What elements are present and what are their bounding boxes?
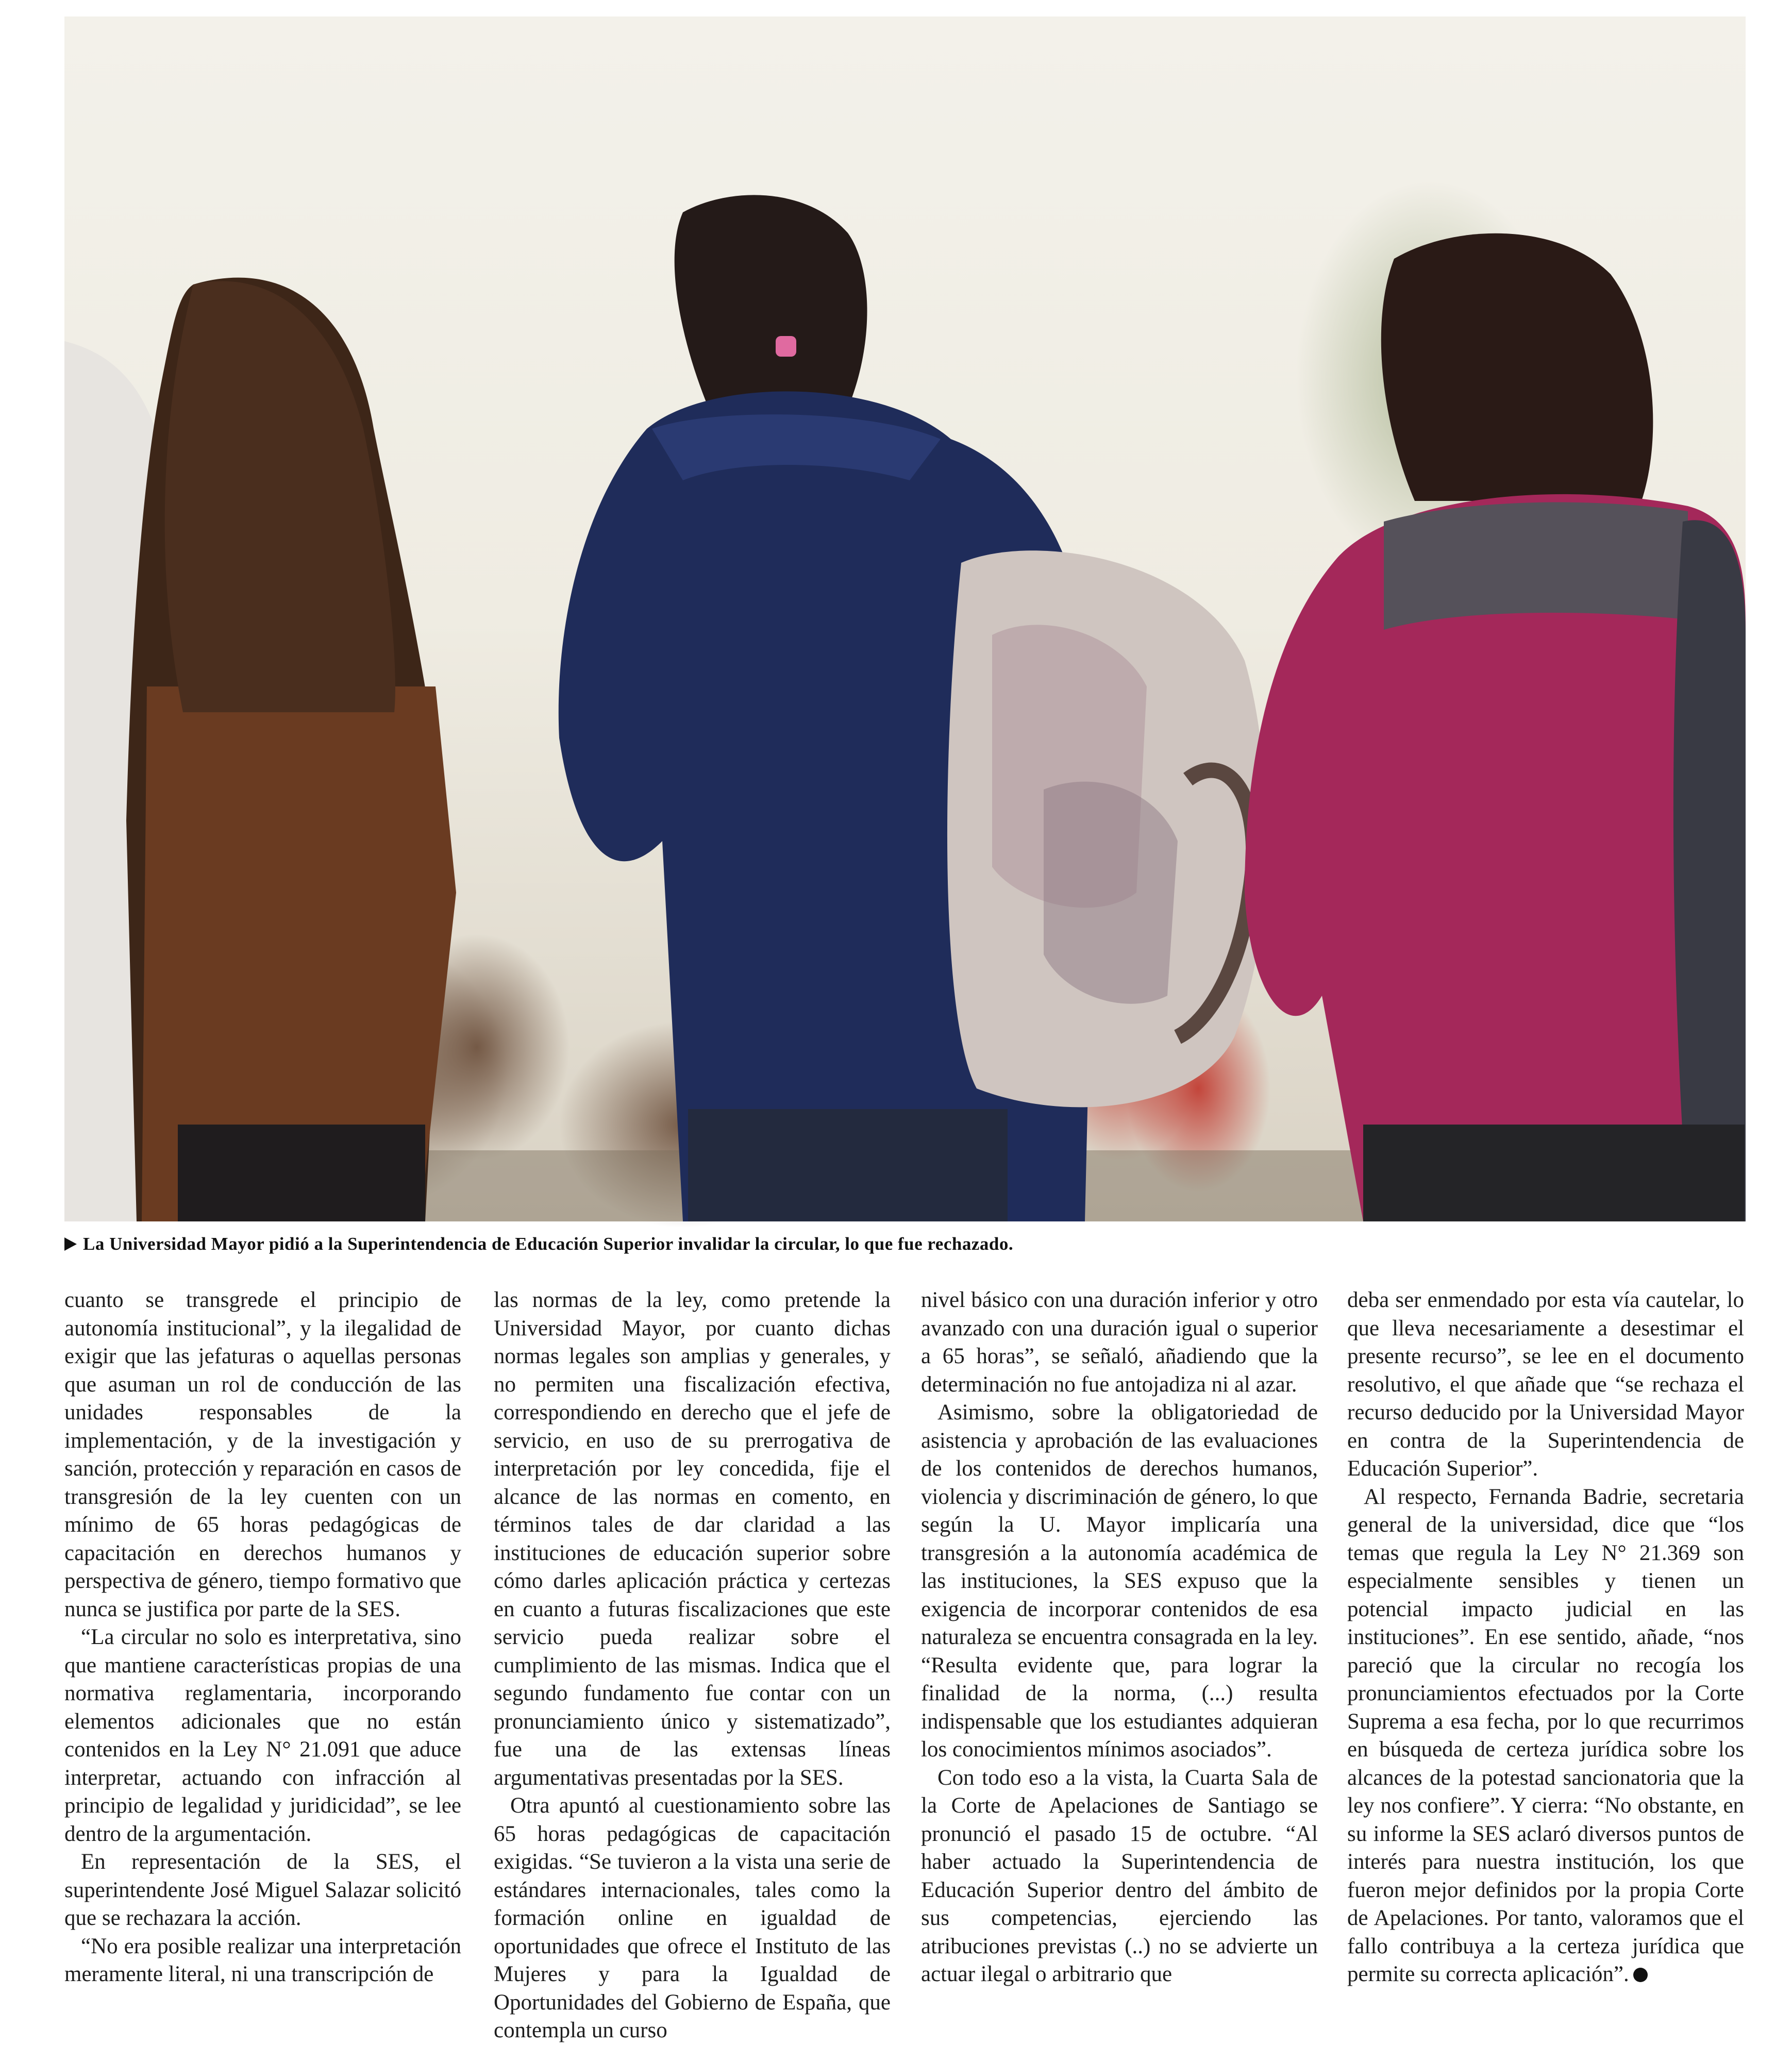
paragraph: deba ser enmendado por esta vía cautelar, lo que lleva necesariamente a desestimar el presente recurso”, se lee en el documento resolutivo, el que añade que “se rechaza el recurso deducido por la Universidad Mayor en contra de la Superintendencia de Educación Superior”. — [1347, 1288, 1744, 1481]
paragraph: las normas de la ley, como pretende la Universidad Mayor, por cuanto dichas normas legales son amplias y generales, y no permiten una fiscalización efectiva, correspondiendo en derecho que el jefe de servicio, en uso de su prerrogativa de interpretación por ley concedida, fije el alcance de las normas en comento, en términos tales de dar claridad a las instituciones de educación superior sobre cómo darles aplicación práctica y certezas en cuanto a futuras fiscalizaciones que este servicio pueda realizar sobre el cumplimiento de las mismas. Indica que el segundo fundamento fue contar con un pronunciamiento único y sistematizado”, fue una de las extensas líneas argumentativas presentadas por la SES. — [494, 1288, 891, 1790]
paragraph: cuanto se transgrede el principio de autonomía institucional”, y la ilegalidad de exigir que las jefaturas o aquellas personas que asuman un rol de conducción de las unidades responsables de la implementación, y de la investigación y sanción, protección y reparación en casos de transgresión de la ley cuenten con un mínimo de 65 horas pedagógicas de capacitación en derechos humanos y perspectiva de género, tiempo formativo que nunca se justifica por parte de la SES. — [64, 1288, 461, 1621]
end-of-article-icon — [1633, 1968, 1648, 1982]
article-column-1 — [64, 1286, 461, 2008]
paragraph: Otra apuntó al cuestionamiento sobre las 65 horas pedagógicas de capacitación exigidas. “Se tuvieron a la vista una serie de estándares internacionales, tales como la formación online en igualdad de oportunidades que ofrece el Instituto de las Mujeres y para la Igualdad de Oportunidades del Gobierno de España, que contempla un curso — [494, 1793, 891, 2042]
students-walking-photo — [64, 16, 1746, 1221]
caption-arrow-icon — [64, 1237, 77, 1251]
paragraph — [1347, 1483, 1744, 1989]
paragraph-text: Al respecto, Fernanda Badrie, secretaria general de la universidad, dice que “los temas que regula la Ley N° 21.369 son especialmente sensibles y tienen un potencial impacto judicial en las instituciones”. En ese sentido, añade, “nos pareció que la circular no recogía los pronunciamientos efectuados por la Corte Suprema a esa fecha, por lo que recurrimos en búsqueda de certeza jurídica sobre los alcances de la potestad sancionatoria que la ley nos confiere”. Y cierra: “No obstante, en su informe la SES aclaró diversos puntos de interés para nuestra institución, los que fueron mejor definidos por la propia Corte de Apelaciones. Por tanto, valoramos que el fallo contribuya a la certeza jurídica que permite su correcta aplicación”. — [1347, 1484, 1744, 1986]
article-column-4 — [1347, 1286, 1744, 2008]
caption-text: La Universidad Mayor pidió a la Superintendencia de Educación Superior invalidar la circular, lo que fue rechazado. — [83, 1234, 1014, 1254]
photo-caption — [64, 1229, 1746, 1260]
article-photo — [64, 16, 1746, 1221]
paragraph: En representación de la SES, el superintendente José Miguel Salazar solicitó que se rechazara la acción. — [64, 1850, 461, 1930]
paragraph: Asimismo, sobre la obligatoriedad de asistencia y aprobación de las evaluaciones de los contenidos de derechos humanos, violencia y discriminación de género, lo que según la U. Mayor implicaría una transgresión a la autonomía académica de las instituciones, la SES expuso que la exigencia de incorporar contenidos de esa naturaleza se encuentra consagrada en la ley. “Resulta evidente que, para lograr la finalidad de la norma, (...) resulta indispensable que los estudiantes adquieran los conocimientos mínimos asociados”. — [921, 1400, 1318, 1762]
paragraph: “La circular no solo es interpretativa, sino que mantiene características propias de una normativa reglamentaria, incorporando elementos adicionales que no están contenidos en la Ley N° 21.091 que aduce interpretar, actuando con infracción al principio de legalidad y juridicidad”, se lee dentro de la argumentación. — [64, 1625, 461, 1846]
paragraph: nivel básico con una duración inferior y otro avanzado con una duración igual o superior a 65 horas”, se señaló, añadiendo que la determinación no fue antojadiza ni al azar. — [921, 1288, 1318, 1397]
paragraph: “No era posible realizar una interpretación meramente literal, ni una transcripción de — [64, 1934, 461, 1986]
article-column-3 — [921, 1286, 1318, 2008]
paragraph: Con todo eso a la vista, la Cuarta Sala de la Corte de Apelaciones de Santiago se pronunció el pasado 15 de octubre. “Al haber actuado la Superintendencia de Educación Superior dentro del ámbito de sus competencias, ejerciendo las atribuciones previstas (..) no se advierte un actuar ilegal o arbitrario que — [921, 1765, 1318, 1986]
article-column-2 — [494, 1286, 891, 2042]
